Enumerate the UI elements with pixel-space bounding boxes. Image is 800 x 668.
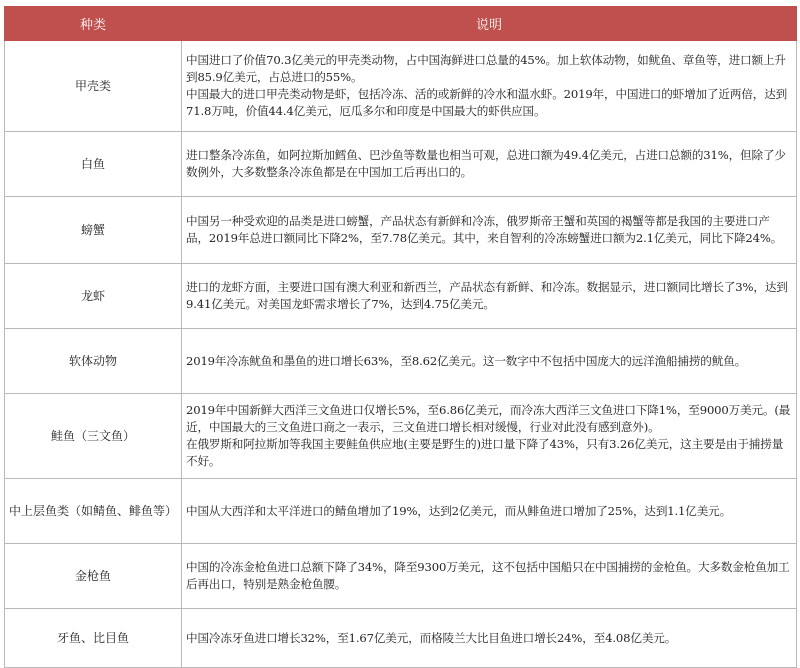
description-paragraph: 中国从大西洋和太平洋进口的鲭鱼增加了19%，达到2亿美元，而从鲱鱼进口增加了25%，达到1.1亿美元。 (186, 503, 732, 518)
description-paragraph: 中国最大的进口甲壳类动物是虾，包括冷冻、活的或新鲜的冷水和温水虾。2019年，中国进口的虾增加了近两倍，达到71.8万吨，价值44.4亿美元，厄瓜多尔和印度是中国最大的虾供应国。 (186, 87, 788, 118)
row-description (182, 329, 797, 394)
description-paragraph: 中国另一种受欢迎的品类是进口螃蟹，产品状态有新鲜和冷冻，俄罗斯帝王蟹和英国的褐蟹等都是我国的主要进口产品，2019年总进口额同比下降2%，至7.78亿美元。其中，来自智利的冷冻螃蟹进口额为2.1亿美元，同比下降24%。 (186, 214, 783, 245)
table-row (5, 264, 797, 329)
description-paragraph: 进口的龙虾方面，主要进口国有澳大利亚和新西兰，产品状态有新鲜、和冷冻。数据显示，进口额同比增长了3%，达到9.41亿美元。对美国龙虾需求增长了7%，达到4.75亿美元。 (186, 280, 788, 311)
description-paragraph: 2019年中国新鲜大西洋三文鱼进口仅增长5%，至6.86亿美元，而冷冻大西洋三文鱼进口下降1%，至9000万美元。(最近，中国最大的三文鱼进口商之一表示，三文鱼进口增长相对缓慢，行业对此没有感到意外)。 (186, 403, 791, 434)
row-description (182, 609, 797, 668)
header-kind: 种类 (5, 7, 182, 41)
row-description (182, 197, 797, 264)
row-description (182, 479, 797, 544)
row-kind: 龙虾 (5, 264, 182, 329)
row-description (182, 264, 797, 329)
description-paragraph: 中国的冷冻金枪鱼进口总额下降了34%，降至9300万美元，这不包括中国船只在中国捕捞的金枪鱼。大多数金枪鱼加工后再出口，特别是熟金枪鱼腰。 (186, 560, 790, 591)
row-description (182, 394, 797, 479)
description-paragraph: 进口整条冷冻鱼，如阿拉斯加鳕鱼、巴沙鱼等数量也相当可观，总进口额为49.4亿美元，占进口总额的31%，但除了少数例外，大多数整条冷冻鱼都是在中国加工后再出口的。 (186, 148, 786, 179)
row-kind: 金枪鱼 (5, 544, 182, 609)
row-kind: 鲑鱼（三文鱼） (5, 394, 182, 479)
row-description (182, 544, 797, 609)
row-kind: 软体动物 (5, 329, 182, 394)
row-kind: 中上层鱼类（如鲭鱼、鲱鱼等） (5, 479, 182, 544)
table-row (5, 132, 797, 197)
description-paragraph: 2019年冷冻鱿鱼和墨鱼的进口增长63%，至8.62亿美元。这一数字中不包括中国庞大的远洋渔船捕捞的鱿鱼。 (186, 353, 747, 368)
table-row (5, 609, 797, 668)
row-kind: 白鱼 (5, 132, 182, 197)
description-paragraph: 中国进口了价值70.3亿美元的甲壳类动物，占中国海鲜进口总量的45%。加上软体动物，如鱿鱼、章鱼等，进口额上升到85.9亿美元，占总进口的55%。 (186, 53, 786, 84)
description-paragraph: 中国冷冻牙鱼进口增长32%，至1.67亿美元，而格陵兰大比目鱼进口增长24%，至4.08亿美元。 (186, 630, 677, 645)
table-header-row (5, 7, 797, 41)
table-row (5, 544, 797, 609)
seafood-import-table-container (4, 6, 796, 668)
table-row (5, 197, 797, 264)
row-description (182, 41, 797, 132)
seafood-import-table (4, 6, 797, 668)
table-row (5, 41, 797, 132)
description-paragraph: 在俄罗斯和阿拉斯加等我国主要鲑鱼供应地(主要是野生的)进口量下降了43%，只有3.26亿美元，这主要是由于捕捞量不好。 (186, 437, 784, 468)
header-description: 说明 (182, 7, 797, 41)
row-kind: 甲壳类 (5, 41, 182, 132)
row-kind: 螃蟹 (5, 197, 182, 264)
row-description (182, 132, 797, 197)
table-row (5, 394, 797, 479)
row-kind: 牙鱼、比目鱼 (5, 609, 182, 668)
table-row (5, 479, 797, 544)
table-row (5, 329, 797, 394)
